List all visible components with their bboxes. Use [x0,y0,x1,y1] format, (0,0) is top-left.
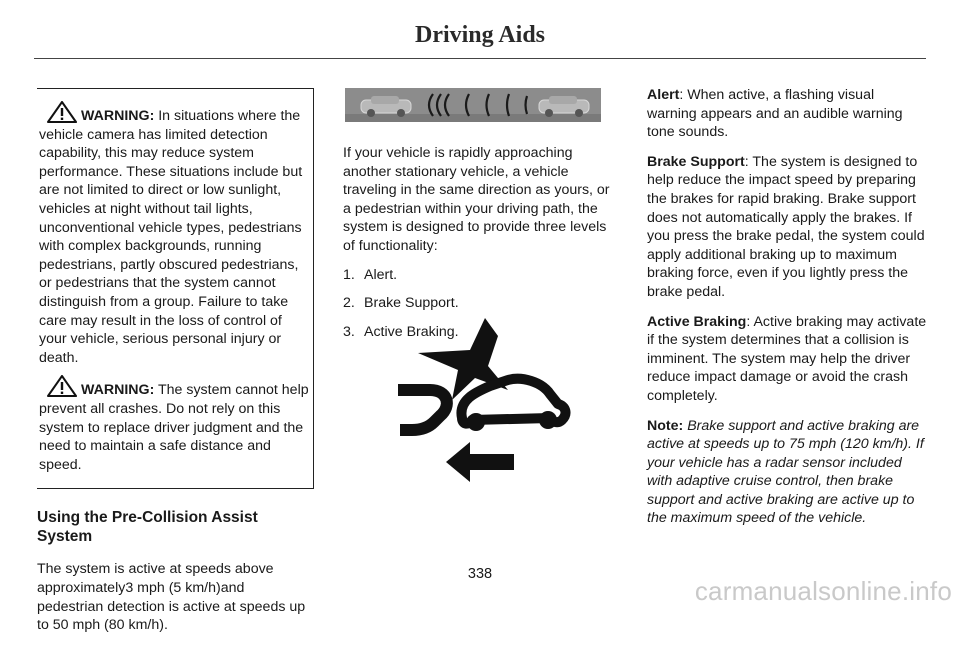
header-divider [34,58,926,59]
section-heading: Using the Pre-Collision Assist System [37,509,258,545]
list-item: 2. Brake Support. [343,295,459,312]
intro-paragraph: If your vehicle is rapidly approaching another stationary vehicle, a vehicle traveling in the same direction as yours, or a pedestrian within your driving path, the system is designed to provide three levels of functionality: [343,145,610,254]
warning-label: WARNING: [81,108,155,124]
warning-box [37,88,314,489]
list-item: 1. Alert. [343,266,398,283]
active-braking-description: Active Braking: Active braking may activate if the system determines that a collision is imminent. The system may help the driver reduce impact damage or avoid the crash completely. [647,313,927,404]
list-item: 3. Active Braking. [343,323,459,340]
vehicle-approach-banner-image [345,88,601,122]
warning-triangle-icon [47,101,77,123]
section-paragraph: The system is active at speeds above approximately3 mph (5 km/h)and pedestrian detection is active at speeds up to 50 mph (80 km/h). [37,561,306,634]
warning-text: The system cannot help prevent all crashes. Do not rely on this system to replace driver judgment and the need to maintain a safe distance and speed. [39,382,309,473]
warning-label: WARNING: [81,382,155,399]
warning-paragraph [39,375,309,474]
note-paragraph: Note: Brake support and active braking are active at speeds up to 75 mph (120 km/h). If your vehicle has a radar sensor included with adaptive cruise control, then brake support and active braking are active up to the maximum speed of the vehicle. [647,417,924,527]
right-column [647,86,927,539]
middle-column [343,88,620,351]
warning-paragraph [39,101,309,367]
page-title: Driving Aids [414,22,546,48]
page-number: 338 [467,566,493,582]
left-column [37,88,314,645]
brake-support-description: Brake Support: The system is designed to help reduce the impact speed by preparing the brakes for rapid braking. Brake support does not automatically apply the brakes. If you press the brake pedal, the system could apply additional braking up to maximum braking force, even if you lightly press the brake pedal. [647,153,925,300]
warning-triangle-icon [47,375,77,397]
alert-description: Alert: When active, a flashing visual warning appears and an audible warning tone sounds. [647,87,903,141]
pre-collision-warning-icon [390,318,580,488]
warning-text: In situations where the vehicle camera has limited detection capability, this may reduce system performance. These situations include but are not limited to direct or low sunlight, vehicles at night without tail lights, unconventional vehicle types, pedestrians with complex backgrounds, running pedestrians, partly obscured pedestrians, or pedestrians that the system cannot distinguish from a group. Failure to take care may result in the loss of control of your vehicle, serious personal injury or death. [39,108,303,366]
watermark-text: carmanualsonline.info [694,576,952,606]
